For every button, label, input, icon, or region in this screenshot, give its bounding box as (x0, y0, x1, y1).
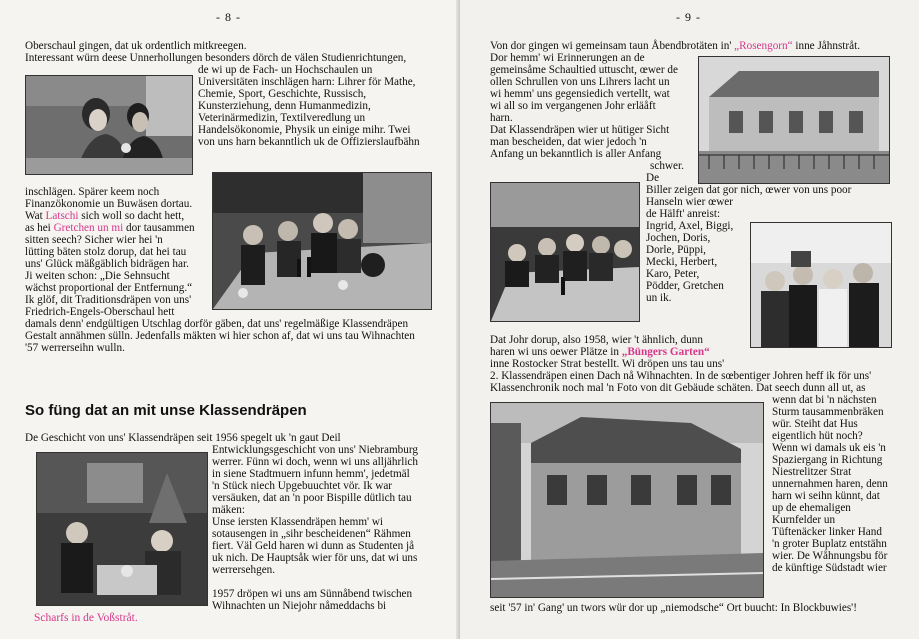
text-line: Dat Johr dorup, also 1958, wier 't ähnlich, dunn (490, 334, 703, 346)
text-line: uk nich. De Hauptsåk wier för uns, dat wi uns (212, 552, 418, 564)
text-line: Dor hemm' wi Erinnerungen an de (490, 52, 645, 64)
text-line: sotausengen in „sihr bescheidenen“ Rähmen (212, 528, 411, 540)
right-page (460, 0, 919, 639)
text-line: Dorle, Püppi, (646, 244, 706, 256)
text-line: Niestrelitzer Strat (772, 466, 852, 478)
text-line: Jochen, Doris, (646, 232, 711, 244)
text-line: unnernahmen haren, denn (772, 478, 888, 490)
text-line: Ik glöf, dit Traditionsdräpen von uns' (25, 294, 192, 306)
text-line: Wenn wi damals uk eis 'n (772, 442, 886, 454)
text-line: seit '57 in' Gang' un twors wür dor up „niemodsche“ Ort buucht: In Blockbuwies'! (490, 602, 857, 614)
place-rosengorn: „Rosengorn“ (734, 40, 793, 52)
text-line: Ji weiten schon: „Die Sehnsucht (25, 270, 170, 282)
text-line: Wihnachten un Niejohr nåmeddachs bi (212, 600, 387, 612)
photo-group-celebration (490, 182, 640, 322)
text-line: eigentlich hüt noch? (772, 430, 863, 442)
text-line: harn. (490, 112, 513, 124)
text-line: Mecki, Herbert, (646, 256, 718, 268)
text-line: wächst proportional der Entfernung.“ (25, 282, 193, 294)
name-latschi: Latschi (45, 210, 79, 222)
text-line: werrer. Fünn wi doch, wenn wi uns alljährlich (212, 456, 418, 468)
text-line: 2. Klassendräpen einen Dach nå Wihnachten. In de sœbentiger Johren heff ik för uns' (490, 370, 872, 382)
text-line: Kurnfelder un (772, 514, 836, 526)
text-line: 'n Stück niech Upgebuuchtet vör. Ik war (212, 480, 393, 492)
text-line: inschlägen. Spärer keem noch (25, 186, 160, 198)
text-line: lütting bäten stolz dorup, dat hei tau (25, 246, 187, 258)
text-line: De (646, 172, 660, 184)
text-line: harn wi seihn künnt, dat (772, 490, 880, 502)
text-line: Tüftenäcker linker Hand (772, 526, 882, 538)
text-line: Interessant würn deese Unnerhollungen besonders dörch de välen Studienrichtungen, (25, 52, 407, 64)
text-line: wier. De Wåhnungsbu för (772, 550, 888, 562)
text-line: De Geschicht von uns' Klassendräpen seit 1956 spegelt uk 'n gaut Deil (25, 432, 341, 444)
text-line: man bescheiden, dat wier jedoch 'n (490, 136, 647, 148)
text-line: Universitäten inschlägen harn: Lihrer för Mathe, (198, 76, 416, 88)
text-line: in siene Stadtmuern infunn hemm', jedetmäl (212, 468, 410, 480)
text-line: wi all so im vergangenen Johr erläåft (490, 100, 656, 112)
text-line: up de ehemaligen (772, 502, 851, 514)
text-line: Oberschaul gingen, dat uk ordentlich mitkreegen. (25, 40, 247, 52)
text-line: von uns harn bekanntlich uk de Offizierslaufbähn (198, 136, 420, 148)
text-line: Handelsökonomie, Physik un einige mihr. Twei (198, 124, 411, 136)
text-line: de Hälft' anreist: (646, 208, 721, 220)
place-buengers-garten: „Büngers Garten“ (621, 346, 710, 358)
text-line: Pödder, Gretchen (646, 280, 724, 292)
photo-caption: Scharfs in de Voßstråt. (34, 612, 138, 624)
text-line-gretchen: as hei Gretchen un mi dor tausammen (25, 222, 195, 234)
text-line: Gestalt annähmen sülln. Jedenfalls mäkten wi hier schon af, dat wi uns tau Wihnachten (25, 330, 415, 342)
photo-buengers-garten-building (490, 402, 764, 598)
text-line: Klassenchronik noch mal 'n Foto von dit Gebäude schäten. Dat seech dunn all ut, as (490, 382, 866, 394)
text-line: versäuken, dat an 'n poor Bispille dütlich tau (212, 492, 412, 504)
photo-four-friends (750, 222, 892, 348)
text-line: Hanseln wier œwer (646, 196, 733, 208)
text-line: Anfang un bekanntlich is aller Anfang (490, 148, 662, 160)
text-line: '57 werrerseihn wulln. (25, 342, 125, 354)
text-line: ollen Schrullen von uns Lihrers lacht un (490, 76, 670, 88)
text-line: fiert. Väl Geld haren wi dunn as Studenten jå (212, 540, 415, 552)
photo-couple-at-table (25, 75, 193, 175)
text-line: Karo, Peter, (646, 268, 700, 280)
text-line: Chemie, Sport, Geschichte, Russisch, (198, 88, 367, 100)
text-line: Entwicklungsgeschicht von uns' Niebramburg (212, 444, 418, 456)
text-line: un ik. (646, 292, 672, 304)
text-line: schwer. (650, 160, 684, 172)
photo-group-dinner (212, 172, 432, 310)
text-line: Veterinärmedizin, Textilveredlung un (198, 112, 366, 124)
text-line: Spaziergang in Richtung (772, 454, 883, 466)
text-line: de wi up de Fach- un Hochschaulen un (198, 64, 373, 76)
text-line: mäken: (212, 504, 245, 516)
text-line: wür. Steiht dat Hus (772, 418, 858, 430)
section-heading: So füng dat an mit unse Klassendräpen (25, 402, 307, 419)
text-line: wenn dat bi 'n nächsten (772, 394, 877, 406)
text-line: Dat Klassendräpen wier ut hütiger Sicht (490, 124, 670, 136)
text-line-buengers: haren wi uns oewer Plätze in „Büngers Garten“ (490, 346, 710, 358)
text-line: inne Rostocker Strat bestellt. Wi dröpen uns tau uns' (490, 358, 725, 370)
text-line: Unse iersten Klassendräpen hemm' wi (212, 516, 384, 528)
left-page (0, 0, 459, 639)
text-line: Ingrid, Axel, Biggi, (646, 220, 734, 232)
text-line: Biller zeigen dat gor nich, œwer von uns poor (646, 184, 852, 196)
text-line: Finanzökonomie un Buwäsen dortau. (25, 198, 193, 210)
text-line: Kunsterziehung, denn Humanmedizin, (198, 100, 371, 112)
text-line: de künftige Südstadt wier (772, 562, 887, 574)
name-gretchen: Gretchen un mi (53, 222, 124, 234)
photo-rosengorn-building (698, 56, 890, 184)
page-number-left: - 8 - (216, 10, 241, 24)
text-line: damals denn' endgültigen Utschlag dorför gäben, dat uns' regelmäßige Klassendräpen (25, 318, 409, 330)
text-line: 1957 dröpen wi uns am Sünnåbend twischen (212, 588, 413, 600)
text-line: Sturm tausammenbräken (772, 406, 884, 418)
photo-scharfs-room (36, 452, 208, 606)
text-line-rosengorn: Von dor gingen wi gemeinsam taun Åbendbrotäten in' „Rosengorn“ inne Jåhnstråt. (490, 40, 861, 52)
text-line: gemeinsåme Schaultied uttuscht, œwer de (490, 64, 678, 76)
text-line-latschi: Wat Latschi sich woll so dacht hett, (25, 210, 185, 222)
text-line: werrersehgen. (212, 564, 276, 576)
page-number-right: - 9 - (676, 10, 701, 24)
text-line: 'n groter Buplatz entstähn (772, 538, 887, 550)
text-line: uns' Glück mäßgäblich bidrägen har. (25, 258, 189, 270)
text-line: Friedrich-Engels-Oberschaul hett (25, 306, 175, 318)
text-line: wi hemm' uns gegensiedich vertellt, wat (490, 88, 670, 100)
text-line: sitten seech? Sicher wier hei 'n (25, 234, 163, 246)
